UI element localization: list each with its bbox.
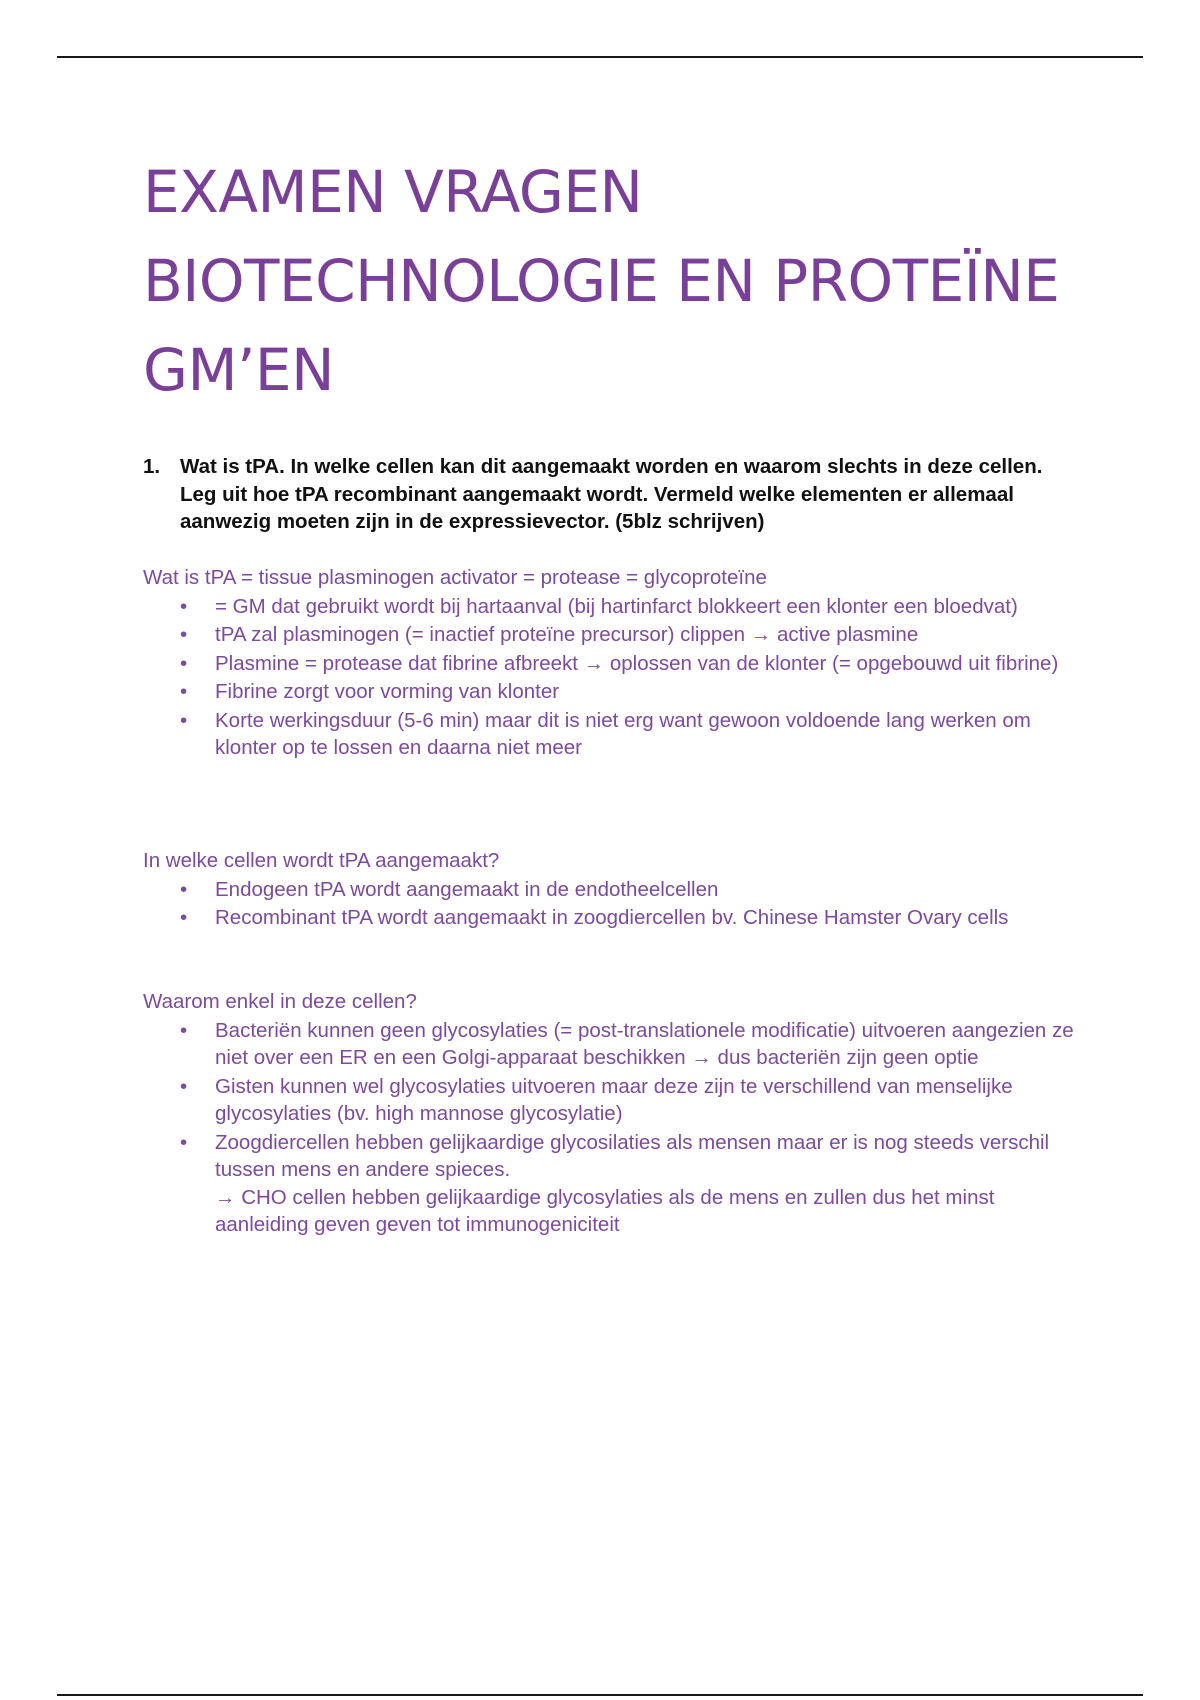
title-line-3: GM’EN xyxy=(143,336,334,404)
list-item: • Plasmine = protease dat fibrine afbreekt → oplossen van de klonter (= opgebouwd uit fibrine) xyxy=(143,650,1083,678)
list-item xyxy=(143,1129,1083,1239)
section-heading: In welke cellen wordt tPA aangemaakt? xyxy=(143,849,500,872)
list-item: • Fibrine zorgt voor vorming van klonter xyxy=(143,678,1083,706)
list-item: • Gisten kunnen wel glycosylaties uitvoeren maar deze zijn te verschillend van menselijke glycosylaties (bv. high mannose glycosylatie) xyxy=(143,1073,1083,1128)
question-number: 1. xyxy=(143,455,161,478)
list-item: • Endogeen tPA wordt aangemaakt in de endotheelcellen xyxy=(143,876,1083,904)
bullet-list xyxy=(143,876,1083,932)
title-line-1: EXAMEN VRAGEN xyxy=(143,158,643,226)
list-item-continuation: → CHO cellen hebben gelijkaardige glycosylaties als de mens en zullen dus het minst aanleiding geven geven tot immunogeniciteit xyxy=(215,1185,995,1236)
bottom-rule xyxy=(57,1694,1143,1696)
top-rule xyxy=(57,56,1143,58)
document-title xyxy=(143,148,1143,415)
exam-question xyxy=(143,453,1073,536)
bullet-list xyxy=(143,1017,1083,1239)
list-item: • Korte werkingsduur (5-6 min) maar dit is niet erg want gewoon voldoende lang werken om klonter op te lossen en daarna niet meer xyxy=(143,707,1083,762)
section-heading: Waarom enkel in deze cellen? xyxy=(143,990,417,1013)
list-item: • Bacteriën kunnen geen glycosylaties (= post-translationele modificatie) uitvoeren aangezien ze niet over een ER en een Golgi-apparaat beschikken → dus bacteriën zijn geen optie xyxy=(143,1017,1083,1072)
answer-section-cells xyxy=(143,847,1083,932)
list-item: • tPA zal plasminogen (= inactief proteïne precursor) clippen → active plasmine xyxy=(143,621,1083,649)
title-line-2: BIOTECHNOLOGIE EN PROTEÏNE xyxy=(143,247,1060,315)
list-item-text: Zoogdiercellen hebben gelijkaardige glycosilaties als mensen maar er is nog steeds verschil tussen mens en andere spieces. xyxy=(215,1130,1050,1181)
list-item: • = GM dat gebruikt wordt bij hartaanval (bij hartinfarct blokkeert een klonter een bloedvat) xyxy=(143,593,1083,621)
answer-section-what-is-tpa xyxy=(143,564,1083,762)
answer-section-why-these-cells xyxy=(143,988,1083,1239)
question-text: Wat is tPA. In welke cellen kan dit aangemaakt worden en waarom slechts in deze cellen. Leg uit hoe tPA recombinant aangemaakt wordt. Vermeld welke elementen er allemaal aanwezig moeten zijn in de expressievector. (5blz schrijven) xyxy=(180,455,1043,533)
list-item: • Recombinant tPA wordt aangemaakt in zoogdiercellen bv. Chinese Hamster Ovary cells xyxy=(143,904,1083,932)
bullet-list xyxy=(143,593,1083,762)
section-heading: Wat is tPA = tissue plasminogen activator = protease = glycoproteïne xyxy=(143,566,767,589)
